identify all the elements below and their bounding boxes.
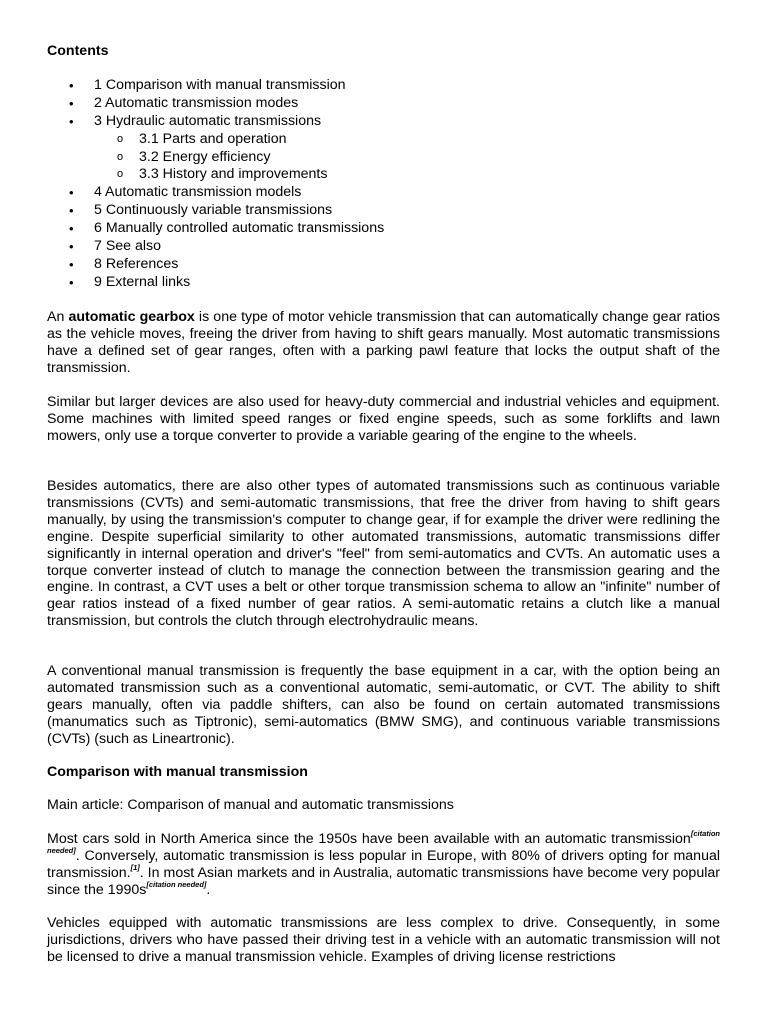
toc-subitem[interactable]: o 3.2 Energy efficiency — [47, 149, 720, 167]
citation-needed-marker[interactable]: [citation needed] — [146, 879, 207, 889]
paragraph-text: . In most Asian markets and in Australia, automatic transmissions have become very popular since the 1990s — [47, 864, 720, 898]
comparison-paragraph-2: Vehicles equipped with automatic transmissions are less complex to drive. Consequently, in some jurisdictions, drivers who have passed their driving test in a vehicle with an automatic transmission will not be licensed to drive a manual transmission vehicle. Examples of driving license restrictions — [47, 915, 720, 965]
citation-needed-marker[interactable]: [citation needed] — [47, 829, 720, 856]
comparison-paragraph-1 — [47, 831, 720, 899]
toc-item[interactable]: • 8 References — [47, 256, 720, 274]
intro-paragraph-2: Similar but larger devices are also used for heavy-duty commercial and industrial vehicles and equipment. Some machines with limited speed ranges or fixed engine speeds, such as some forklifts and lawn mowers, only use a torque converter to provide a variable gearing of the engine to the wheels. — [47, 394, 720, 444]
paragraph-text: . Conversely, automatic transmission is less popular in Europe, with 80% of drivers opting for manual transmission. — [47, 847, 720, 881]
toc-subitem[interactable]: o 3.3 History and improvements — [47, 166, 720, 184]
toc-item[interactable]: • 9 External links — [47, 274, 720, 292]
toc-item[interactable]: • 6 Manually controlled automatic transmissions — [47, 220, 720, 238]
toc-item[interactable]: • 3 Hydraulic automatic transmissions — [47, 113, 720, 131]
toc-item[interactable]: • 1 Comparison with manual transmission — [47, 77, 720, 95]
intro-paragraph-4: A conventional manual transmission is frequently the base equipment in a car, with the option being an automated transmission such as a conventional automatic, semi-automatic, or CVT. The ability to shift gears manually, often via paddle shifters, can also be found on certain automated transmissions (manumatics such as Tiptronic), semi-automatics (BMW SMG), and continuous variable transmissions (CVTs) (such as Lineartronic). — [47, 663, 720, 747]
paragraph-text: Most cars sold in North America since the 1950s have been available with an automatic transmission — [47, 831, 691, 847]
intro-paragraph-1 — [47, 309, 720, 377]
section-heading-comparison: Comparison with manual transmission — [47, 764, 308, 780]
toc-item[interactable]: • 5 Continuously variable transmissions — [47, 202, 720, 220]
toc-item[interactable]: • 2 Automatic transmission modes — [47, 95, 720, 113]
toc-item[interactable]: • 7 See also — [47, 238, 720, 256]
contents-heading: Contents — [47, 43, 109, 59]
reference-marker[interactable]: [1] — [130, 863, 140, 873]
intro-text: An — [47, 309, 69, 325]
intro-paragraph-3: Besides automatics, there are also other types of automated transmissions such as continuous variable transmissions (CVTs) and semi-automatic transmissions, that free the driver from having to shift gears manually, by using the transmission's computer to change gear, if for example the driver were redlining the engine. Despite superficial similarity to other automated transmissions, automatic transmissions differ significantly in internal operation and driver's "feel" from semi-automatics and CVTs. An automatic uses a torque converter instead of clutch to manage the connection between the transmission gearing and the engine. In contrast, a CVT uses a belt or other torque transmission schema to allow an "infinite" number of gear ratios instead of a fixed number of gear ratios. A semi-automatic retains a clutch like a manual transmission, but controls the clutch through electrohydraulic means. — [47, 478, 720, 630]
term-automatic-gearbox: automatic gearbox — [68, 309, 195, 325]
contents-list — [47, 77, 720, 292]
paragraph-text: . — [206, 881, 211, 898]
intro-text: is one type of motor vehicle transmission that can automatically change gear ratios as the vehicle moves, freeing the driver from having to shift gears manually. Most automatic transmissions have a defined set of gear ranges, often with a parking pawl feature that locks the output shaft of the transmission. — [47, 309, 720, 376]
toc-subitem[interactable]: o 3.1 Parts and operation — [47, 131, 720, 149]
toc-item[interactable]: • 4 Automatic transmission models — [47, 184, 720, 202]
main-article-note: Main article: Comparison of manual and automatic transmissions — [47, 797, 454, 813]
